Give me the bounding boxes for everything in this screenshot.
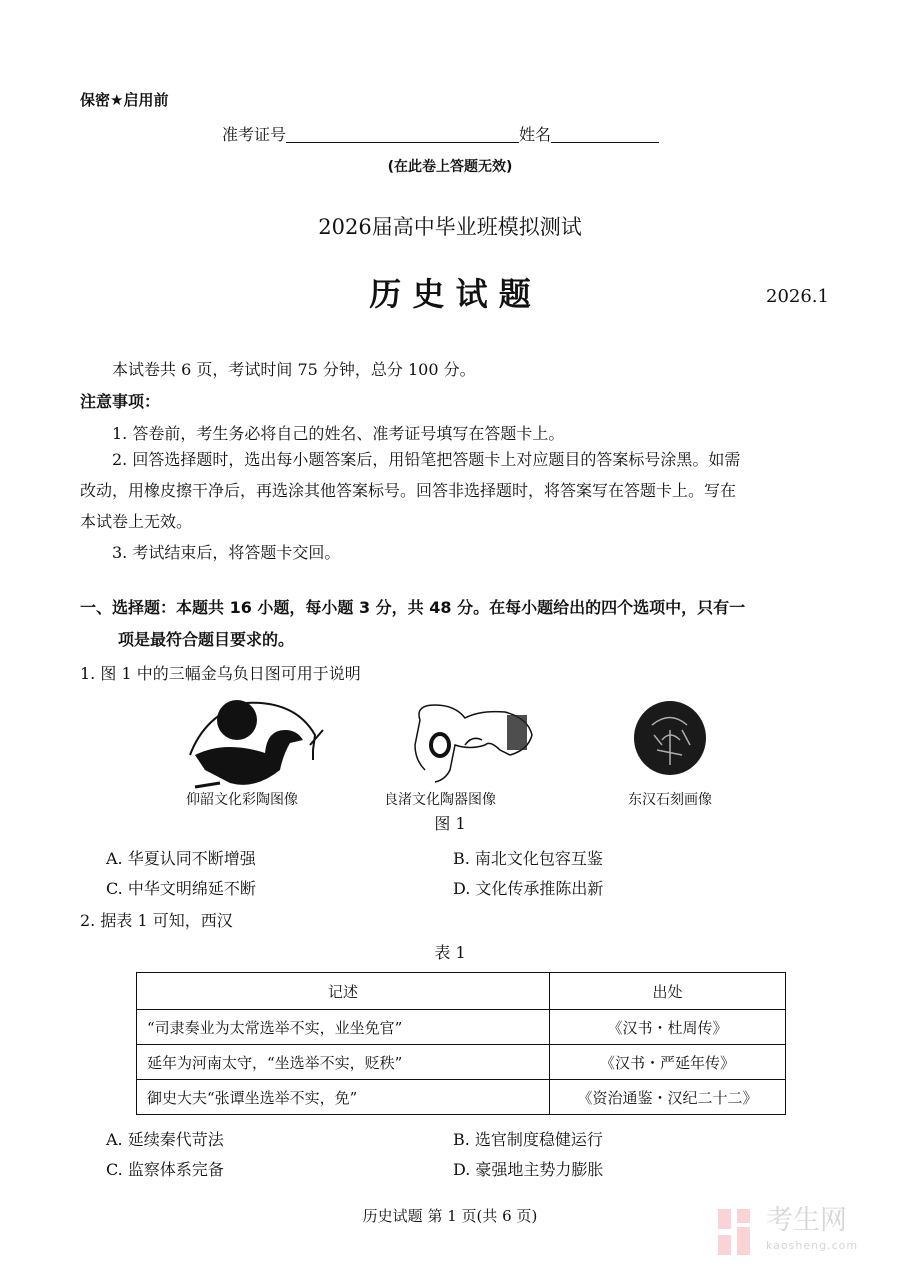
option-c: C. 监察体系完备 [106,1160,224,1179]
section-heading-cont: 项是最符合题目要求的。 [118,630,295,649]
table-header-row [137,973,786,1010]
column-header: 出处 [550,973,786,1010]
figure-caption: 东汉石刻画像 [628,792,712,808]
source-cell: 《资治通鉴・汉纪二十二》 [550,1080,786,1115]
records-table [136,972,786,1115]
watermark-cn: 考生网 [766,1205,847,1236]
yangshao-bird-sun-image [185,695,325,790]
record-cell: 御史大夫“张谭坐选举不实，免” [137,1080,550,1115]
q1-stem: 1. 图 1 中的三幅金乌负日图可用于说明 [80,664,361,683]
section-heading: 一、选择题：本题共 16 小题，每小题 3 分，共 48 分。在每小题给出的四个选项中，只有一 [80,598,746,617]
watermark-logo [718,1207,878,1257]
page-footer: 历史试题 第 1 页(共 6 页) [362,1207,538,1225]
invalid-note: (在此卷上答题无效) [387,159,513,175]
figure-caption: 仰韶文化彩陶图像 [186,792,298,808]
exam-subtitle: 2026届高中毕业班模拟测试 [318,215,582,239]
note-item: 改动，用橡皮擦干净后，再选涂其他答案标号。回答非选择题时，将答案写在答题卡上。写在 [80,481,737,500]
notes-heading: 注意事项： [80,392,161,411]
option-a: A. 延续秦代苛法 [106,1130,224,1149]
option-d: D. 豪强地主势力膨胀 [453,1160,604,1179]
intro-text: 本试卷共 6 页，考试时间 75 分钟，总分 100 分。 [112,360,476,379]
eastern-han-stone-carving-image [632,700,708,776]
option-d: D. 文化传承推陈出新 [453,879,604,898]
source-cell: 《汉书・严延年传》 [550,1045,786,1080]
note-item: 2. 回答选择题时，选出每小题答案后，用铅笔把答题卡上对应题目的答案标号涂黑。如需 [112,450,741,469]
exam-id-label: 准考证号 [222,125,287,144]
note-item: 本试卷上无效。 [80,512,193,531]
name-label: 姓名 [519,125,552,144]
exam-date: 2026.1 [766,286,829,307]
q2-stem: 2. 据表 1 可知，西汉 [80,911,233,930]
table-row [137,1080,786,1115]
name-field[interactable] [551,126,659,143]
figure-caption: 良渚文化陶器图像 [384,792,496,808]
column-header: 记述 [137,973,550,1010]
candidate-info-line [222,126,659,143]
source-cell: 《汉书・杜周传》 [550,1010,786,1045]
figure-label: 图 1 [434,814,466,833]
exam-title: 历 史 试 题 [369,275,531,313]
table-row [137,1010,786,1045]
option-b: B. 选官制度稳健运行 [453,1130,603,1149]
kaosheng-logo-icon [718,1209,758,1255]
exam-id-field[interactable] [286,126,519,143]
option-a: A. 华夏认同不断增强 [106,849,256,868]
option-c: C. 中华文明绵延不断 [106,879,256,898]
note-item: 3. 考试结束后，将答题卡交回。 [112,543,341,562]
liangzhu-bird-sun-image [410,700,535,785]
secrecy-label: 保密★启用前 [80,91,169,109]
record-cell: “司隶奏业为太常选举不实，业坐免官” [137,1010,550,1045]
option-b: B. 南北文化包容互鉴 [453,849,603,868]
table-row [137,1045,786,1080]
table-label: 表 1 [434,943,466,962]
note-item: 1. 答卷前，考生务必将自己的姓名、准考证号填写在答题卡上。 [112,424,565,443]
watermark-en: kaosheng.com [766,1239,859,1252]
record-cell: 延年为河南太守，“坐选举不实，贬秩” [137,1045,550,1080]
